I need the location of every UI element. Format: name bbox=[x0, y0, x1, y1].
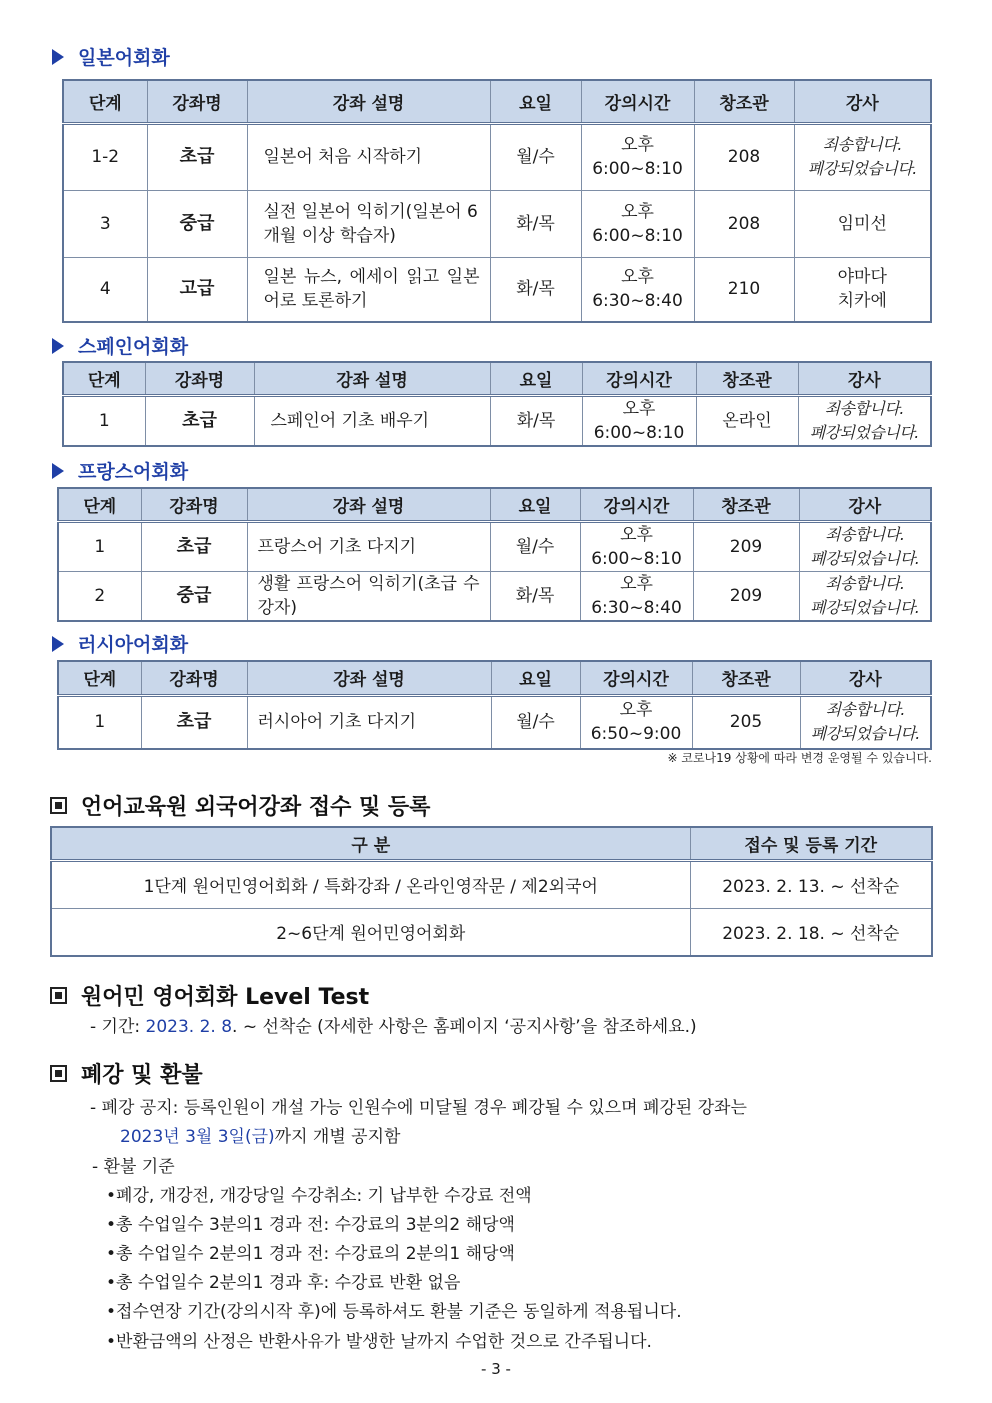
col-header-days: 요일 bbox=[491, 661, 580, 695]
col-header-desc: 강좌 설명 bbox=[247, 661, 491, 695]
col-header-category: 구 분 bbox=[51, 827, 690, 860]
col-header-room: 창조관 bbox=[693, 488, 799, 521]
col-header-time: 강의시간 bbox=[581, 80, 694, 123]
table-row: 1 초급 프랑스어 기초 다지기 월/수 오후 6:00~8:10 209 죄송합니다. 폐강되었습니다. bbox=[58, 521, 931, 571]
refund-title: 폐강 및 환불 bbox=[50, 1058, 203, 1089]
triangle-bullet-icon bbox=[52, 49, 64, 65]
table-row: 1단계 원어민영어회화 / 특화강좌 / 온라인영작문 / 제2외국어 2023. 2. 13. ~ 선착순 bbox=[51, 860, 932, 908]
square-bullet-icon bbox=[50, 1065, 67, 1082]
col-header-room: 창조관 bbox=[694, 80, 794, 123]
registration-table bbox=[50, 826, 933, 957]
spanish-course-table bbox=[62, 361, 932, 447]
col-header-level: 단계 bbox=[58, 661, 141, 695]
russian-course-table bbox=[57, 660, 932, 750]
refund-bullet: •총 수업일수 2분의1 경과 전: 수강료의 2분의1 해당액 bbox=[106, 1244, 515, 1264]
table-row: 3 중급 실전 일본어 익히기(일본어 6개월 이상 학습자) 화/목 오후 6:00~8:10 208 임미선 bbox=[63, 190, 931, 257]
refund-bullet: •접수연장 기간(강의시작 후)에 등록하셔도 환불 기준은 동일하게 적용됩니다. bbox=[106, 1302, 682, 1322]
section-title-japanese: 일본어회화 bbox=[52, 43, 170, 70]
col-header-name: 강좌명 bbox=[141, 661, 247, 695]
table-row: 1 초급 러시아어 기초 다지기 월/수 오후 6:50~9:00 205 죄송합니다. 폐강되었습니다. bbox=[58, 695, 931, 749]
col-header-teacher: 강사 bbox=[800, 661, 931, 695]
col-header-teacher: 강사 bbox=[798, 362, 931, 395]
col-header-days: 요일 bbox=[490, 80, 581, 123]
level-test-period: - 기간: 2023. 2. 8. ~ 선착순 (자세한 사항은 홈페이지 ‘공지사항’을 참조하세요.) bbox=[90, 1017, 697, 1037]
col-header-level: 단계 bbox=[63, 80, 147, 123]
refund-bullet: •총 수업일수 2분의1 경과 후: 수강료 반환 없음 bbox=[106, 1273, 461, 1293]
covid-note: ※ 코로나19 상황에 따라 변경 운영될 수 있습니다. bbox=[667, 751, 932, 765]
refund-bullet: •폐강, 개강전, 개강당일 수강취소: 기 납부한 수강료 전액 bbox=[106, 1186, 532, 1206]
col-header-name: 강좌명 bbox=[147, 80, 247, 123]
refund-criteria-label: - 환불 기준 bbox=[92, 1157, 175, 1177]
table-row: 1 초급 스페인어 기초 배우기 화/목 오후 6:00~8:10 온라인 죄송합니다. 폐강되었습니다. bbox=[63, 395, 931, 446]
refund-notice-line1: - 폐강 공지: 등록인원이 개설 가능 인원수에 미달될 경우 폐강될 수 있으며 폐강된 강좌는 bbox=[90, 1098, 747, 1118]
page-number: - 3 - bbox=[481, 1360, 511, 1378]
table-row: 1-2 초급 일본어 처음 시작하기 월/수 오후 6:00~8:10 208 죄송합니다. 폐강되었습니다. bbox=[63, 123, 931, 190]
col-header-desc: 강좌 설명 bbox=[247, 80, 490, 123]
col-header-room: 창조관 bbox=[692, 661, 800, 695]
square-bullet-icon bbox=[50, 987, 67, 1004]
col-header-days: 요일 bbox=[490, 362, 582, 395]
section-title-spanish: 스페인어회화 bbox=[52, 332, 188, 359]
col-header-time: 강의시간 bbox=[582, 362, 696, 395]
refund-bullet: •반환금액의 산정은 반환사유가 발생한 날까지 수업한 것으로 간주됩니다. bbox=[106, 1332, 652, 1352]
col-header-desc: 강좌 설명 bbox=[254, 362, 490, 395]
col-header-level: 단계 bbox=[63, 362, 145, 395]
table-row: 4 고급 일본 뉴스, 에세이 읽고 일본어로 토론하기 화/목 오후 6:30~8:40 210 야마다 치카에 bbox=[63, 257, 931, 322]
col-header-time: 강의시간 bbox=[580, 661, 692, 695]
table-row: 2~6단계 원어민영어회화 2023. 2. 18. ~ 선착순 bbox=[51, 908, 932, 956]
french-course-table bbox=[57, 487, 932, 622]
japanese-course-table bbox=[62, 79, 932, 323]
square-bullet-icon bbox=[50, 797, 67, 814]
section-title-russian: 러시아어회화 bbox=[52, 630, 188, 657]
table-row: 2 중급 생활 프랑스어 익히기(초급 수강자) 화/목 오후 6:30~8:40 209 죄송합니다. 폐강되었습니다. bbox=[58, 571, 931, 621]
refund-bullet: •총 수업일수 3분의1 경과 전: 수강료의 3분의2 해당액 bbox=[106, 1215, 515, 1235]
section-title-french: 프랑스어회화 bbox=[52, 457, 188, 484]
triangle-bullet-icon bbox=[52, 636, 64, 652]
col-header-name: 강좌명 bbox=[141, 488, 247, 521]
level-test-title: 원어민 영어회화 Level Test bbox=[50, 980, 369, 1011]
refund-notice-line2: 2023년 3월 3일(금)까지 개별 공지함 bbox=[120, 1127, 401, 1147]
col-header-period: 접수 및 등록 기간 bbox=[690, 827, 932, 860]
col-header-desc: 강좌 설명 bbox=[247, 488, 490, 521]
col-header-time: 강의시간 bbox=[580, 488, 693, 521]
col-header-teacher: 강사 bbox=[794, 80, 931, 123]
col-header-room: 창조관 bbox=[696, 362, 798, 395]
triangle-bullet-icon bbox=[52, 338, 64, 354]
col-header-name: 강좌명 bbox=[145, 362, 254, 395]
col-header-days: 요일 bbox=[490, 488, 580, 521]
triangle-bullet-icon bbox=[52, 463, 64, 479]
registration-title: 언어교육원 외국어강좌 접수 및 등록 bbox=[50, 790, 430, 821]
col-header-level: 단계 bbox=[58, 488, 141, 521]
col-header-teacher: 강사 bbox=[799, 488, 931, 521]
